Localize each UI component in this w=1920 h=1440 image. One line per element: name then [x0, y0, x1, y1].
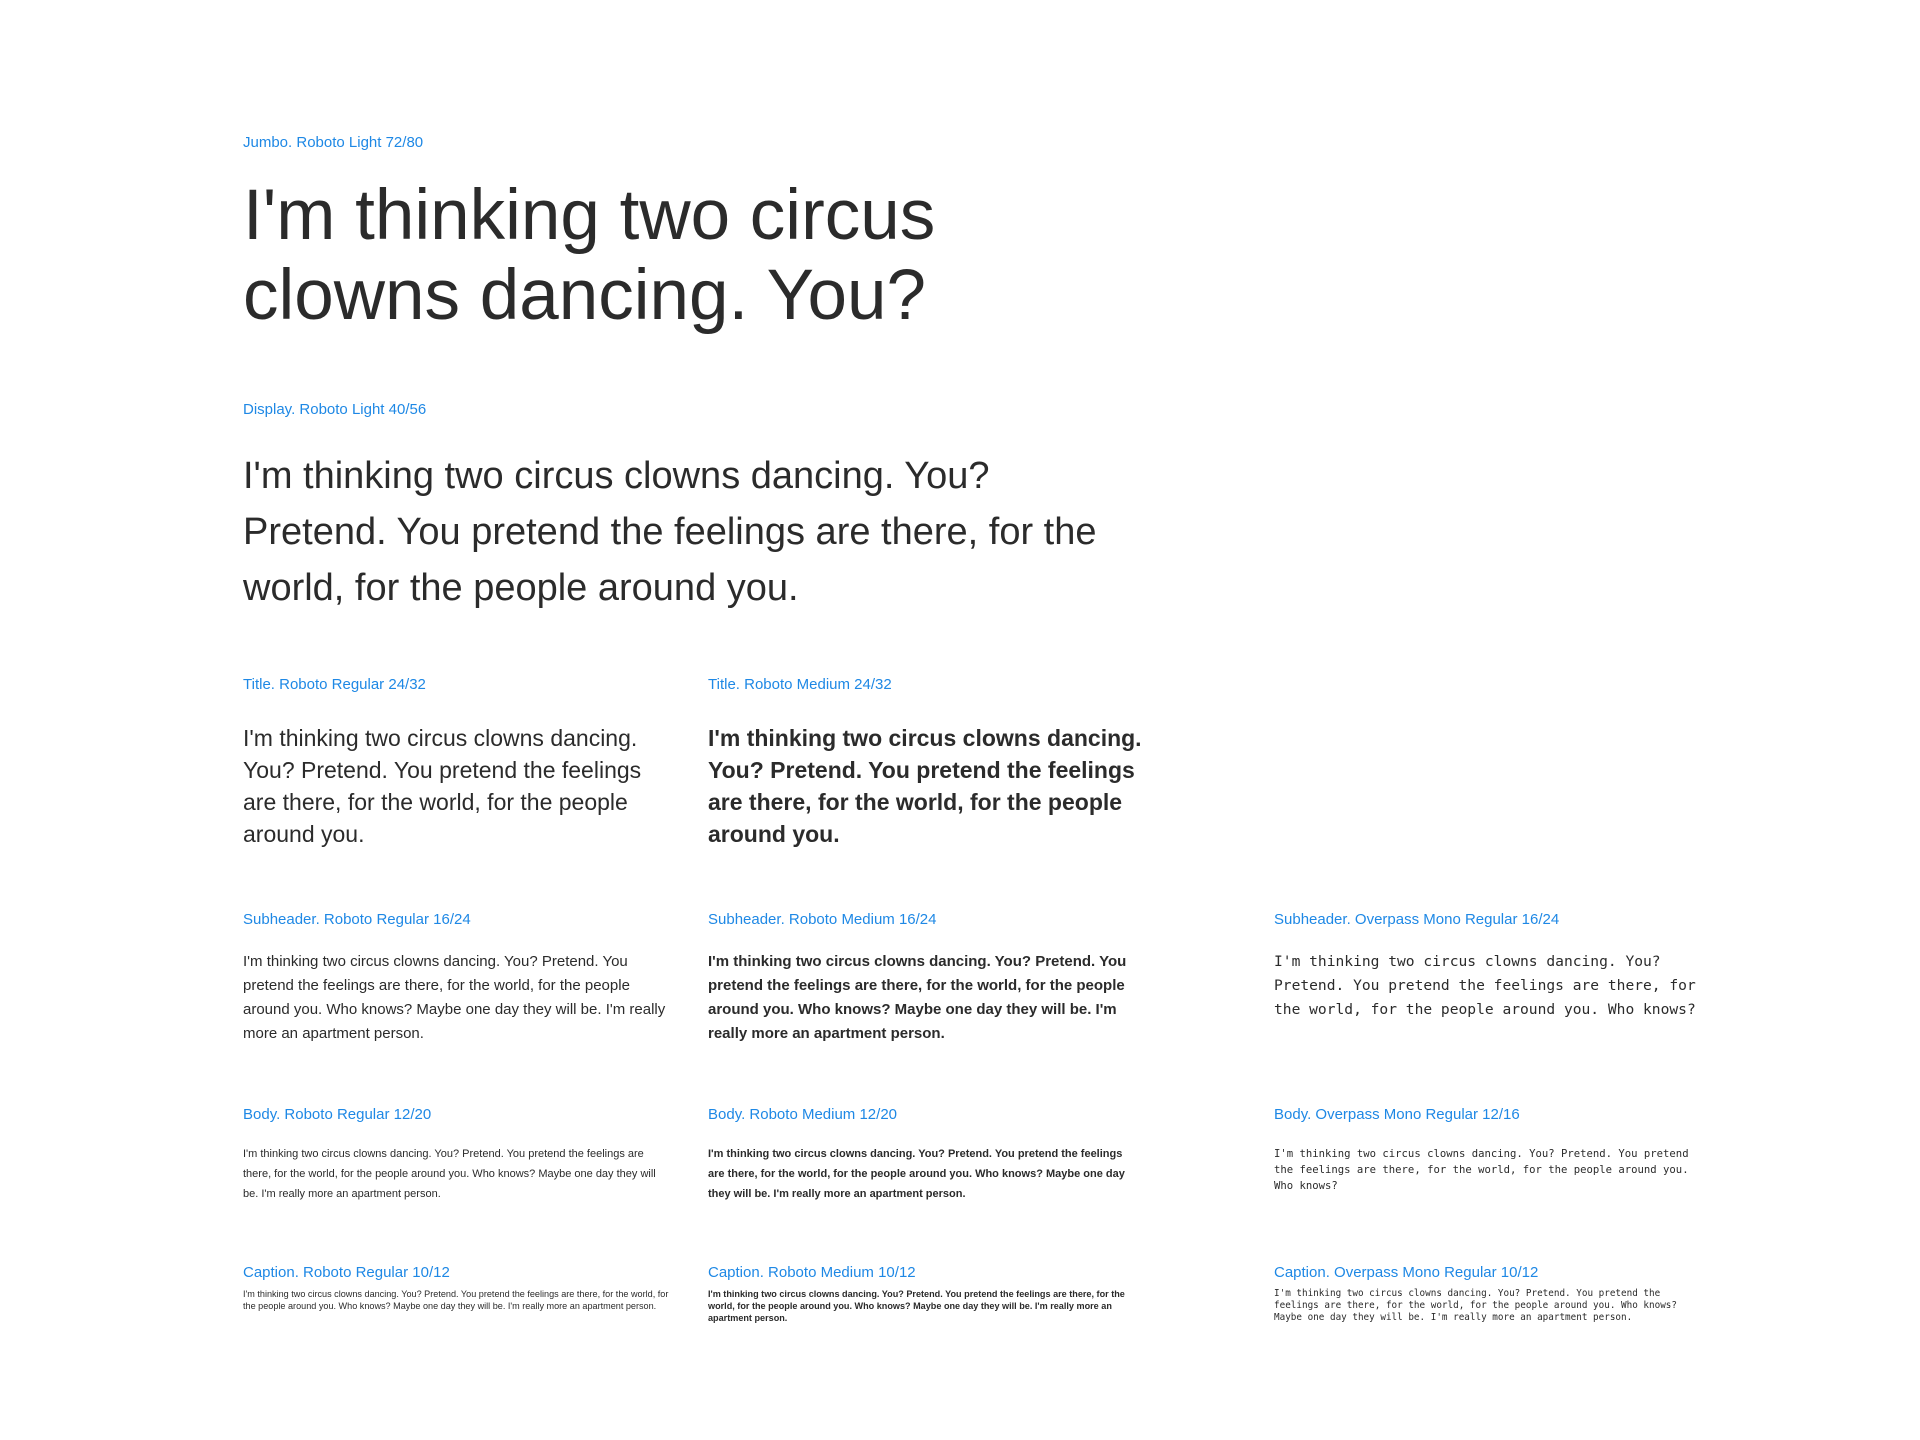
caption-medium-sample-text: I'm thinking two circus clowns dancing. You? Pretend. You pretend the feelings are there, for the world, for the people around you. Who knows? Maybe one day they will be. I'm really more an apartment person.: [708, 1289, 1125, 1323]
caption-mono-sample-text: I'm thinking two circus clowns dancing. You? Pretend. You pretend the feelings are there, for the world, for the people around you. Who knows? Maybe one day they will be. I'm really more an apartment person.: [1274, 1288, 1677, 1323]
subheader-mono-sample-text: I'm thinking two circus clowns dancing. You? Pretend. You pretend the feelings are there, for the world, for the people around you. Who knows?: [1274, 953, 1696, 1018]
subheader-medium-sample-text: I'm thinking two circus clowns dancing. You? Pretend. You pretend the feelings are there, for the world, for the people around you. Who knows? Maybe one day they will be. I'm really more an apartment person.: [708, 953, 1127, 1042]
subheader-regular-sample-text: I'm thinking two circus clowns dancing. You? Pretend. You pretend the feelings are there, for the world, for the people around you. Who knows? Maybe one day they will be. I'm really more an apartment person.: [243, 953, 666, 1042]
caption-mono-spec-label: Caption. Overpass Mono Regular 10/12: [1274, 1264, 1539, 1281]
body-medium-spec-label: Body. Roboto Medium 12/20: [708, 1106, 898, 1123]
title-regular-sample-text: I'm thinking two circus clowns dancing. You? Pretend. You pretend the feelings are there, for the world, for the people around you.: [243, 725, 642, 847]
body-mono-sample-text: I'm thinking two circus clowns dancing. You? Pretend. You pretend the feelings are there, for the world, for the people around you. Who knows?: [1274, 1148, 1689, 1192]
body-regular-spec-label: Body. Roboto Regular 12/20: [243, 1106, 432, 1123]
caption-medium-spec-label: Caption. Roboto Medium 10/12: [708, 1264, 916, 1281]
title-regular-spec-label: Title. Roboto Regular 24/32: [243, 676, 426, 693]
display-spec-label: Display. Roboto Light 40/56: [243, 401, 427, 418]
title-medium-sample-text: I'm thinking two circus clowns dancing. You? Pretend. You pretend the feelings are there, for the world, for the people around you.: [708, 725, 1142, 847]
body-medium-sample-text: I'm thinking two circus clowns dancing. You? Pretend. You pretend the feelings are there, for the world, for the people around you. Who knows? Maybe one day they will be. I'm really more an apartment person.: [708, 1148, 1125, 1200]
caption-regular-spec-label: Caption. Roboto Regular 10/12: [243, 1264, 450, 1281]
display-sample-text: I'm thinking two circus clowns dancing. You? Pretend. You pretend the feelings are there, for the world, for the people around you.: [243, 455, 1097, 609]
jumbo-spec-label: Jumbo. Roboto Light 72/80: [243, 134, 424, 151]
jumbo-sample-text: I'm thinking two circus clowns dancing. You?: [243, 176, 936, 335]
subheader-mono-spec-label: Subheader. Overpass Mono Regular 16/24: [1274, 911, 1560, 928]
subheader-regular-spec-label: Subheader. Roboto Regular 16/24: [243, 911, 471, 928]
title-medium-spec-label: Title. Roboto Medium 24/32: [708, 676, 892, 693]
body-mono-spec-label: Body. Overpass Mono Regular 12/16: [1274, 1106, 1520, 1123]
subheader-medium-spec-label: Subheader. Roboto Medium 16/24: [708, 911, 937, 928]
caption-regular-sample-text: I'm thinking two circus clowns dancing. You? Pretend. You pretend the feelings are there, for the world, for the people around you. Who knows? Maybe one day they will be. I'm really more an apartment person.: [243, 1289, 669, 1311]
body-regular-sample-text: I'm thinking two circus clowns dancing. You? Pretend. You pretend the feelings are there, for the world, for the people around you. Who knows? Maybe one day they will be. I'm really more an apartment person.: [243, 1148, 656, 1200]
